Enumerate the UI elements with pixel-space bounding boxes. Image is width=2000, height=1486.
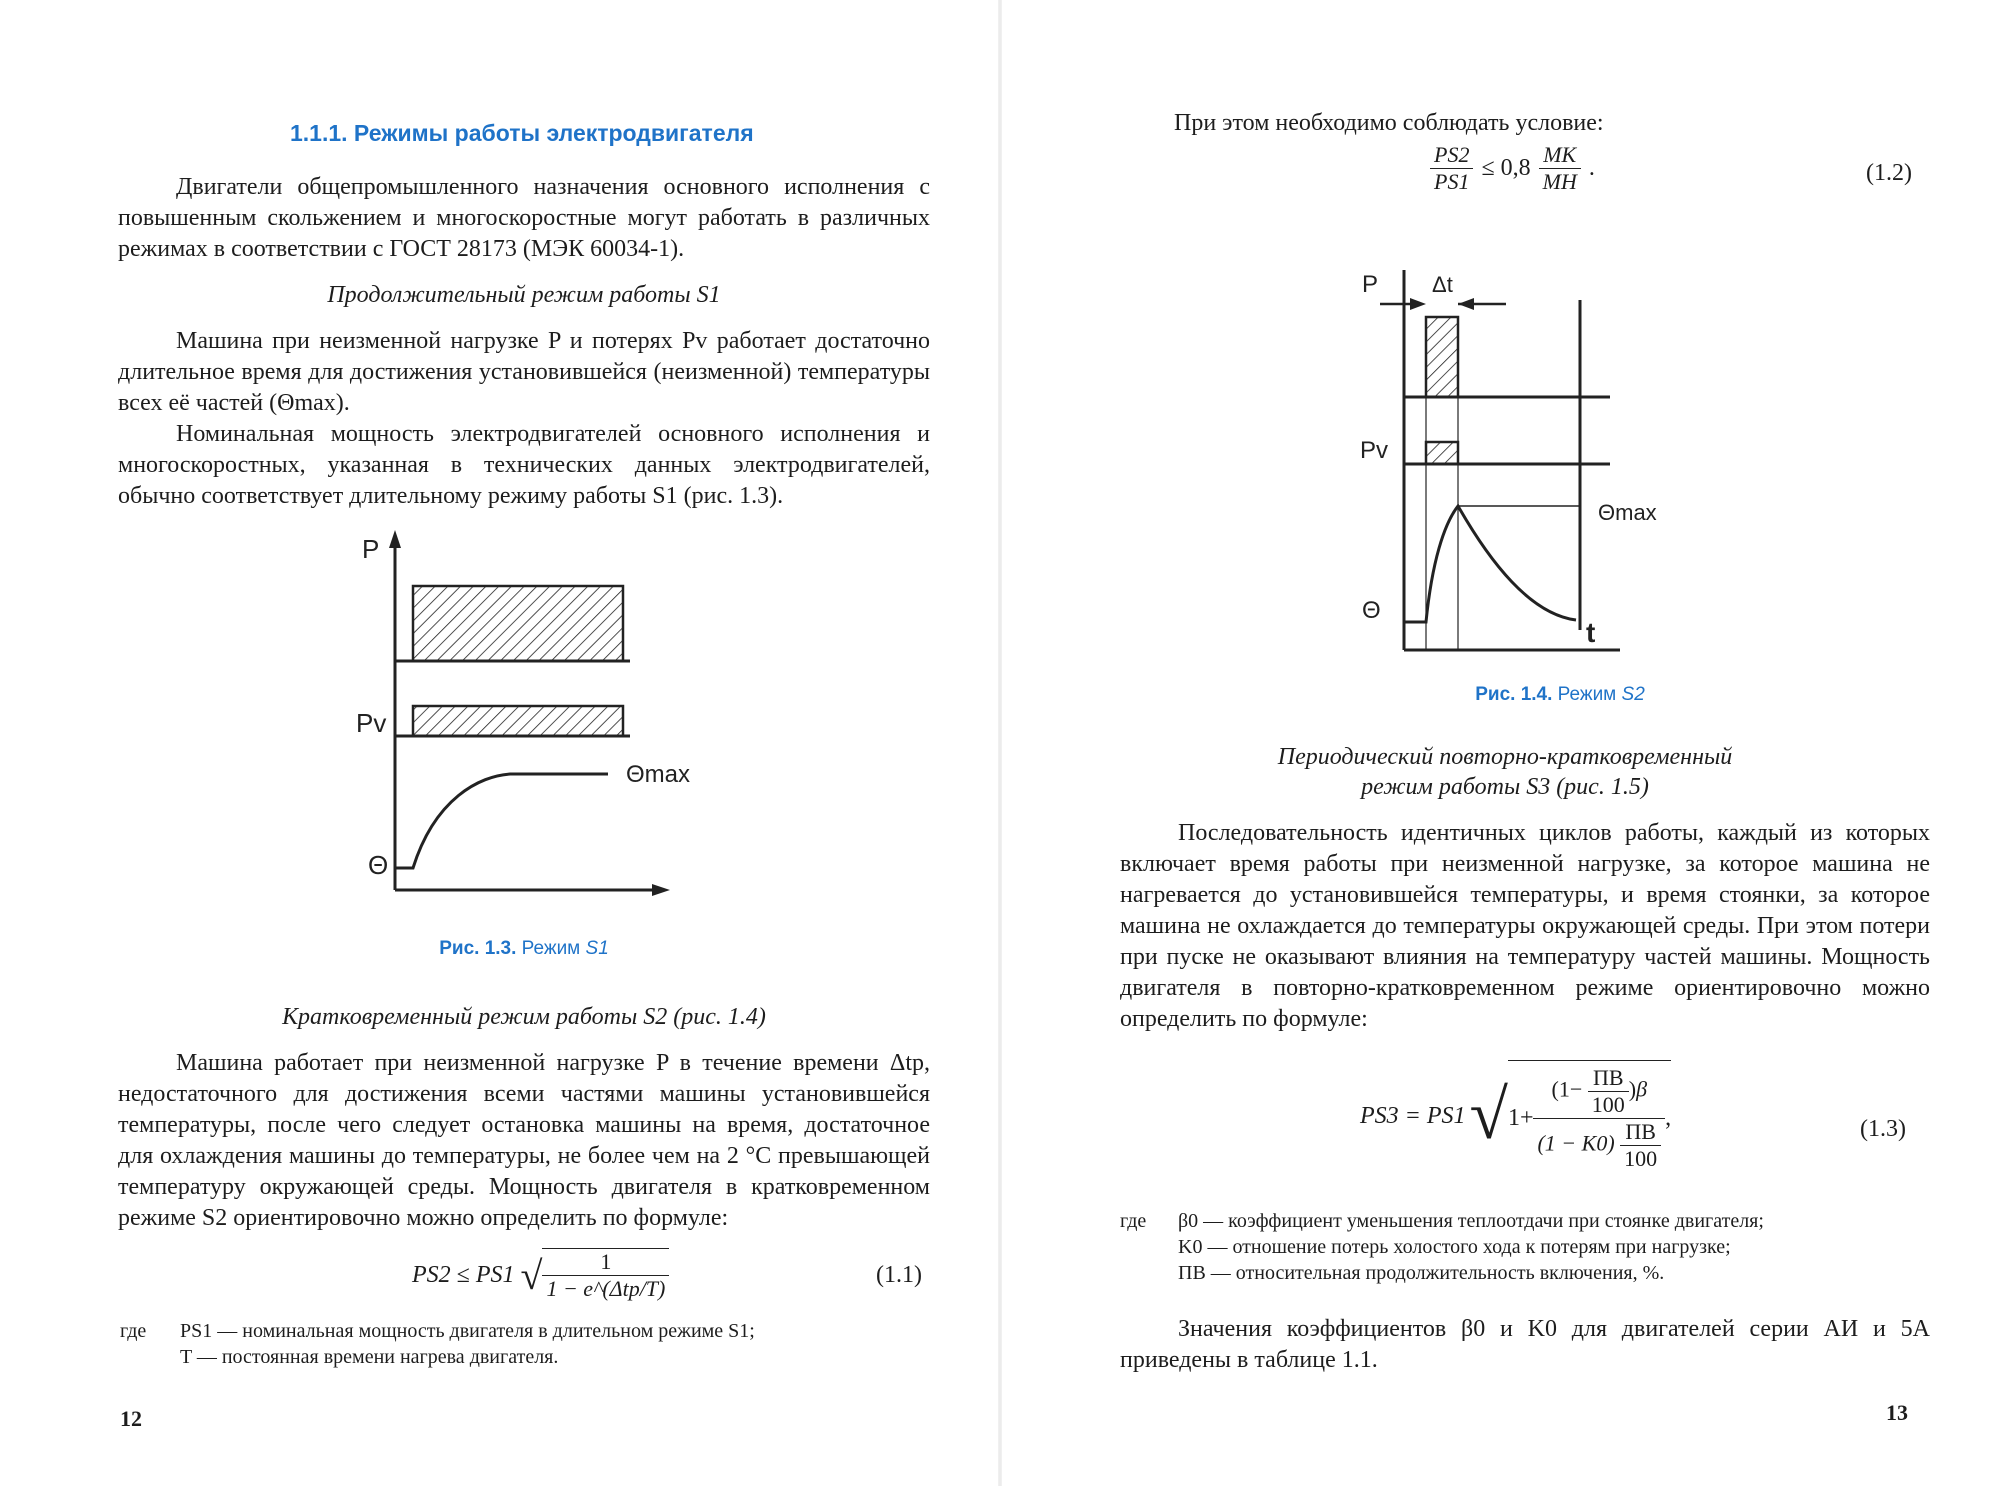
condition-text: При этом необходимо соблюдать условие: bbox=[1174, 110, 1604, 136]
where-item: PS1 — номинальная мощность двигателя в длительном режиме S1; bbox=[180, 1320, 755, 1342]
intro-paragraph bbox=[118, 172, 930, 265]
where-label: где bbox=[1120, 1210, 1147, 1232]
figure-1-4-mode-s2 bbox=[1340, 262, 1700, 662]
label-p: P bbox=[362, 534, 380, 564]
s3-subheading-line-1: Периодический повторно-кратковременный bbox=[1277, 744, 1733, 770]
label-p: P bbox=[1362, 271, 1379, 298]
eq13-100-den: 100 bbox=[1624, 1146, 1658, 1171]
eq12-lhs-den: PS1 bbox=[1434, 169, 1470, 194]
eq13-pv: ПВ bbox=[1588, 1065, 1629, 1092]
right-page bbox=[1000, 0, 2000, 1486]
eq13-inner-one-minus: 1− bbox=[1558, 1076, 1583, 1102]
eq12-rhs-num: MK bbox=[1539, 142, 1581, 169]
y-axis-arrow bbox=[389, 530, 401, 548]
label-theta-max: Θmax bbox=[1598, 500, 1657, 525]
equation-1-3 bbox=[1360, 1060, 1671, 1172]
s1-paragraph-1: Машина при неизменной нагрузке P и потерях Pv работает достаточно длительное время для достижения установившейся (неизменной) температуры всех её частей (Θmax). bbox=[118, 328, 930, 416]
caption-mode: S1 bbox=[585, 938, 609, 959]
label-pv: Pv bbox=[1360, 437, 1389, 464]
x-axis-arrow bbox=[652, 884, 670, 896]
temperature-curve bbox=[395, 774, 608, 868]
dt-arrow-left bbox=[1410, 298, 1426, 310]
eq12-left-fraction bbox=[1430, 142, 1473, 195]
s3-subheading-line-2: режим работы S3 (рис. 1.5) bbox=[1361, 774, 1649, 800]
page-number-left: 12 bbox=[120, 1406, 142, 1431]
eq13-pv-den: ПВ bbox=[1620, 1119, 1661, 1146]
caption-mode: S2 bbox=[1621, 684, 1645, 705]
s3-paragraph bbox=[1120, 818, 1930, 1035]
s2-subheading: Кратковременный режим работы S2 (рис. 1.4) bbox=[282, 1004, 766, 1030]
caption-number: Рис. 1.3. bbox=[439, 938, 517, 959]
s1-subheading: Продолжительный режим работы S1 bbox=[327, 282, 721, 308]
label-t: t bbox=[1586, 617, 1596, 648]
s2-paragraph bbox=[118, 1048, 930, 1234]
eq13-comma: , bbox=[1665, 1105, 1672, 1131]
final-paragraph bbox=[1120, 1314, 1930, 1376]
equation-1-2 bbox=[1430, 142, 1595, 195]
s1-paragraph-2: Номинальная мощность электродвигателей основного исполнения и многоскоростных, указанная в технических данных электродвигателей, обычно соответствует длительному режиму работы S1 (рис. 1.3). bbox=[118, 421, 930, 509]
eq13-denominator bbox=[1533, 1119, 1665, 1172]
eq13-radicand bbox=[1508, 1060, 1671, 1172]
eq13-main-fraction bbox=[1533, 1065, 1665, 1172]
where-item: ПВ — относительная продолжительность включения, %. bbox=[1178, 1262, 1665, 1284]
intro-text: Двигатели общепромышленного назначения основного исполнения с повышенным скольжением и многоскоростные могут работать в различных режимах в соответствии с ГОСТ 28173 (МЭК 60034-1). bbox=[118, 174, 930, 262]
where-list bbox=[1178, 1208, 1958, 1286]
caption-text: Режим bbox=[521, 938, 581, 959]
eq11-lhs: PS2 ≤ PS1 bbox=[412, 1261, 515, 1288]
label-theta-max: Θmax bbox=[626, 761, 691, 788]
eq12-number: (1.2) bbox=[1866, 160, 1912, 186]
load-pulse bbox=[1426, 317, 1458, 397]
eq13-number: (1.3) bbox=[1860, 1116, 1906, 1142]
figure-1-3-caption bbox=[118, 938, 930, 960]
eq11-denominator: 1 − e^(Δtp/T) bbox=[546, 1276, 666, 1301]
eq13-numerator: (1− $\frac{ПВ}{100}$ )β bbox=[1533, 1065, 1665, 1119]
page-number-right: 13 bbox=[1886, 1400, 1908, 1425]
load-block bbox=[413, 586, 623, 661]
label-dt: Δt bbox=[1432, 272, 1453, 297]
eq13-beta: β bbox=[1636, 1076, 1648, 1102]
final-paragraph-text: Значения коэффициентов β0 и K0 для двигателей серии АИ и 5А приведены в таблице 1.1. bbox=[1120, 1316, 1930, 1373]
label-theta: Θ bbox=[1362, 597, 1381, 624]
section-heading: 1.1.1. Режимы работы электродвигателя bbox=[290, 120, 754, 146]
eq12-rhs-den: MH bbox=[1542, 169, 1577, 194]
eq13-pv-over-100-den bbox=[1620, 1119, 1661, 1172]
figure-1-3-mode-s1 bbox=[340, 528, 700, 918]
label-theta: Θ bbox=[368, 850, 389, 880]
eq11-numerator: 1 bbox=[542, 1249, 669, 1276]
where-item: β0 — коэффициент уменьшения теплоотдачи при стоянке двигателя; bbox=[1178, 1210, 1764, 1232]
caption-number: Рис. 1.4. bbox=[1475, 684, 1553, 705]
eq13-k-part: (1 − K0) bbox=[1537, 1130, 1615, 1156]
eq12-relation: ≤ 0,8 bbox=[1481, 155, 1531, 181]
eq12-right-fraction bbox=[1539, 142, 1581, 195]
where-item: T — постоянная времени нагрева двигателя. bbox=[180, 1346, 559, 1368]
s3-paragraph-text: Последовательность идентичных циклов работы, каждый из которых включает время работы при неизменной нагрузке, за которое машина не нагревается до установившейся температуры, и время стоянки, за которое машина не охлаждается до температуры окружающей среды. При этом потери при пуске не оказывают влияния на температуру частей машины. Мощность двигателя в повторно-кратковременном режиме ориентировочно можно определить по формуле: bbox=[1120, 820, 1930, 1032]
sqrt-sign: √ bbox=[1469, 1077, 1508, 1154]
eq13-100: 100 bbox=[1591, 1092, 1625, 1117]
equation-1-1 bbox=[412, 1248, 669, 1302]
eq11-fraction bbox=[542, 1248, 669, 1302]
eq12-lhs-num: PS2 bbox=[1430, 142, 1473, 169]
eq12-period: . bbox=[1588, 155, 1595, 181]
loss-block bbox=[413, 706, 623, 736]
eq13-pv-over-100 bbox=[1588, 1065, 1629, 1118]
temperature-curve bbox=[1404, 506, 1576, 622]
caption-text: Режим bbox=[1557, 684, 1617, 705]
eq13-one-plus: 1+ bbox=[1507, 1105, 1534, 1131]
dt-arrow-right bbox=[1458, 298, 1474, 310]
sqrt-sign: √ bbox=[520, 1252, 543, 1298]
eq11-number: (1.1) bbox=[876, 1262, 922, 1288]
s2-paragraph-text: Машина работает при неизменной нагрузке P в течение времени Δtp, недостаточного для достижения всеми частями машины установившейся температуры, после чего следует остановка машины на время, достаточное для охлаждения машины до температуры, не более чем на 2 °C превышающей температуру окружающей среды. Мощность двигателя в кратковременном режиме S2 ориентировочно можно определить по формуле: bbox=[118, 1050, 930, 1231]
s1-paragraphs bbox=[118, 326, 930, 512]
where-list bbox=[180, 1318, 940, 1370]
eq13-lhs: PS3 = PS1 bbox=[1360, 1102, 1466, 1129]
figure-1-4-caption bbox=[1000, 684, 2000, 706]
where-item: K0 — отношение потерь холостого хода к потерям при нагрузке; bbox=[1178, 1236, 1731, 1258]
loss-pulse bbox=[1426, 442, 1458, 464]
where-label: где bbox=[120, 1320, 147, 1342]
label-pv: Pv bbox=[356, 708, 387, 738]
